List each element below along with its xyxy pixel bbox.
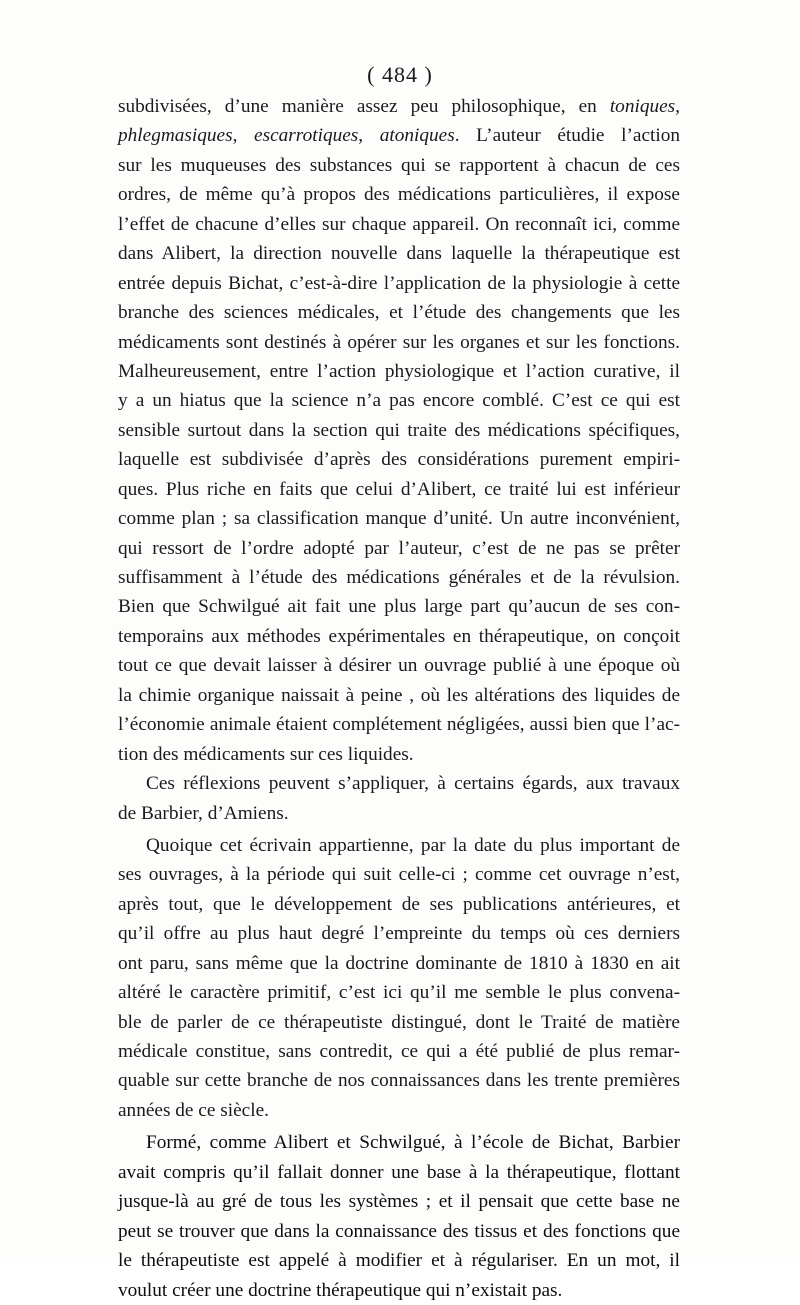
text-line: Ces réflexions peuvent s’appliquer, à certains égards, aux travaux: [146, 773, 680, 795]
text-line: Bien que Schwilgué ait fait une plus large part qu’aucun de ses con-: [118, 596, 680, 618]
text-line: subdivisées, d’une manière assez peu philosophique, en toniques,: [118, 96, 680, 117]
text-line: qu’il offre au plus haut degré l’empreinte du temps où ces derniers: [118, 923, 680, 945]
text-line: tout ce que devait laisser à désirer un ouvrage publié à une époque où: [118, 655, 680, 677]
text-line: peut se trouver que dans la connaissance des tissus et des fonctions que: [118, 1220, 680, 1242]
text-line: y a un hiatus que la science n’a pas encore comblé. C’est ce qui est: [118, 390, 680, 412]
text-line: médicale constitue, sans contredit, ce qui a été publié de plus remar-: [118, 1041, 680, 1062]
paragraph-4: [118, 1128, 680, 1305]
text-line: dans Alibert, la direction nouvelle dans laquelle la thérapeutique est: [118, 243, 680, 265]
page-number: ( 484 ): [367, 62, 433, 87]
text-line: phlegmasiques, escarrotiques, atoniques. L’auteur étudie l’action: [118, 125, 680, 147]
text-line: ques. Plus riche en faits que celui d’Alibert, ce traité lui est inférieur: [118, 478, 680, 500]
text-line: années de ce siècle.: [118, 1099, 269, 1121]
text-line: altéré le caractère primitif, c’est ici qu’il me semble le plus convena-: [118, 982, 680, 1004]
body-text: [118, 92, 680, 1305]
paragraph-3: [118, 831, 680, 1125]
text-line: qui ressort de l’ordre adopté par l’auteur, c’est de ne pas se prêter: [118, 537, 680, 559]
text-line: le thérapeutiste est appelé à modifier et à régulariser. En un mot, il: [118, 1250, 680, 1272]
text-line: après tout, que le développement de ses publications antérieures, et: [118, 893, 680, 915]
paragraph-1: [118, 92, 680, 769]
text-line: entrée depuis Bichat, c’est-à-dire l’application de la physiologie à cette: [118, 272, 680, 294]
text-line: comme plan ; sa classification manque d’unité. Un autre inconvénient,: [118, 508, 680, 530]
text-line: laquelle est subdivisée d’après des considérations purement empiri-: [118, 449, 680, 471]
text-line: ble de parler de ce thérapeutiste distingué, dont le Traité de matière: [118, 1011, 680, 1033]
text-line: Quoique cet écrivain appartienne, par la date du plus important de: [146, 834, 680, 856]
text-line: avait compris qu’il fallait donner une base à la thérapeutique, flottant: [118, 1161, 680, 1183]
paragraph-2: [118, 769, 680, 828]
text-line: temporains aux méthodes expérimentales en thérapeutique, on conçoit: [118, 625, 680, 647]
text-line: quable sur cette branche de nos connaissances dans les trente premières: [118, 1070, 680, 1092]
text-line: l’économie animale étaient complétement négligées, aussi bien que l’ac-: [118, 714, 680, 736]
text-line: suffisamment à l’étude des médications générales et de la révulsion.: [118, 567, 680, 588]
text-line: de Barbier, d’Amiens.: [118, 802, 289, 824]
text-line: branche des sciences médicales, et l’étude des changements que les: [118, 302, 680, 324]
text-line: Formé, comme Alibert et Schwilgué, à l’école de Bichat, Barbier: [146, 1132, 680, 1154]
text-line: ordres, de même qu’à propos des médications particulières, il expose: [118, 184, 680, 206]
text-line: voulut créer une doctrine thérapeutique qui n’existait pas.: [118, 1279, 563, 1301]
text-line: ont paru, sans même que la doctrine dominante de 1810 à 1830 en ait: [118, 952, 680, 974]
text-line: tion des médicaments sur ces liquides.: [118, 743, 414, 765]
text-line: sur les muqueuses des substances qui se rapportent à chacun de ces: [118, 154, 680, 176]
text-line: la chimie organique naissait à peine , où les altérations des liquides de: [118, 684, 680, 706]
text-line: jusque-là au gré de tous les systèmes ; et il pensait que cette base ne: [118, 1191, 680, 1213]
text-line: médicaments sont destinés à opérer sur les organes et sur les fonctions.: [118, 331, 680, 353]
text-line: ses ouvrages, à la période qui suit celle-ci ; comme cet ouvrage n’est,: [118, 864, 680, 886]
text-line: Malheureusement, entre l’action physiologique et l’action curative, il: [118, 360, 680, 382]
text-line: l’effet de chacune d’elles sur chaque appareil. On reconnaît ici, comme: [118, 213, 680, 235]
text-line: sensible surtout dans la section qui traite des médications spécifiques,: [118, 419, 680, 441]
